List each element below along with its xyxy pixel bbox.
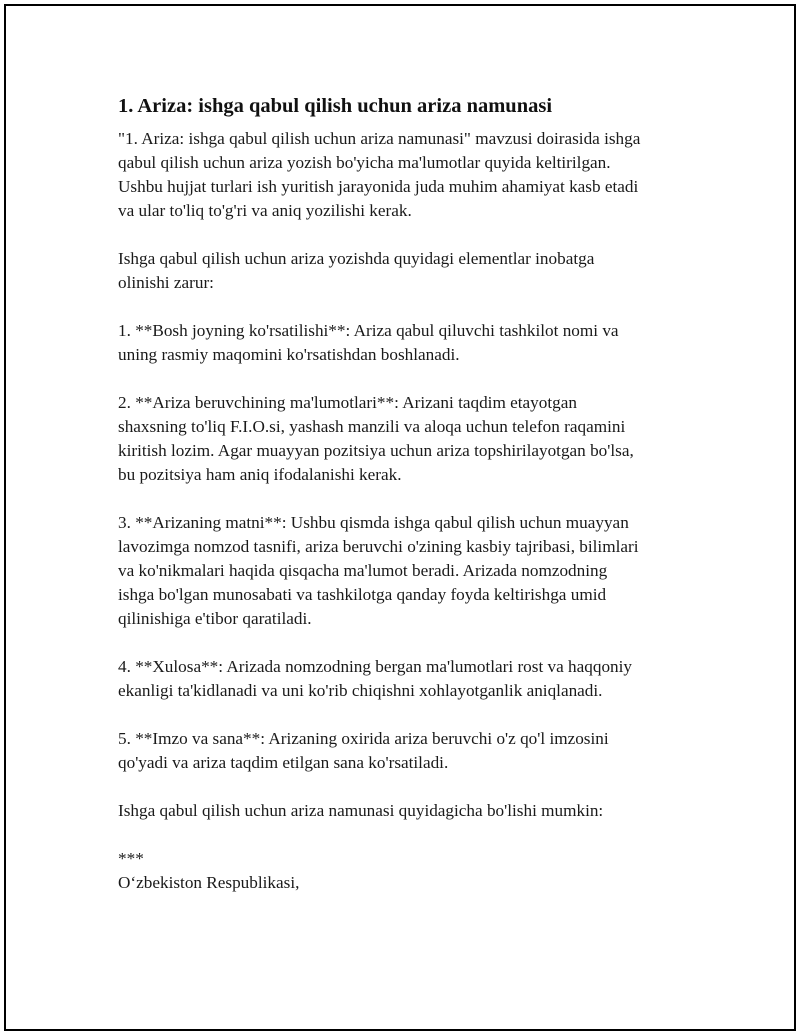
list-item-conclusion: 4. **Xulosa**: Arizada nomzodning bergan ma'lumotlari rost va haqqoniy ekanligi ta'kidlanadi va uni ko'rib chiqishni xohlayotganlik aniqlanadi. — [118, 657, 633, 700]
sample-start-paragraph: *** O‘zbekiston Respublikasi, — [118, 849, 300, 892]
sample-lead-paragraph: Ishga qabul qilish uchun ariza namunasi quyidagicha bo'lishi mumkin: — [118, 801, 604, 820]
document-body — [118, 92, 698, 895]
intro-paragraph: "1. Ariza: ishga qabul qilish uchun ariza namunasi" mavzusi doirasida ishga qabul qilish uchun ariza yozish bo'yicha ma'lumotlar quyida keltirilgan. Ushbu hujjat turlari ish yuritish jarayonida juda muhim ahamiyat kasb etadi va ular to'liq to'g'ri va aniq yozilishi kerak. — [118, 129, 641, 220]
list-item-header: 1. **Bosh joyning ko'rsatilishi**: Ariza qabul qiluvchi tashkilot nomi va uning rasmiy maqomini ko'rsatishdan boshlanadi. — [118, 321, 619, 364]
list-item-signature-date: 5. **Imzo va sana**: Arizaning oxirida ariza beruvchi o'z qo'l imzosini qo'yadi va ariza taqdim etilgan sana ko'rsatiladi. — [118, 729, 609, 772]
list-item-applicant-info: 2. **Ariza beruvchining ma'lumotlari**: Arizani taqdim etayotgan shaxsning to'liq F.I.O.si, yashash manzili va aloqa uchun telefon raqamini kiritish lozim. Agar muayyan pozitsiya uchun ariza topshirilayotgan bo'lsa, bu pozitsiya ham aniq ifodalanishi kerak. — [118, 393, 634, 484]
document-title: 1. Ariza: ishga qabul qilish uchun ariza namunasi — [118, 95, 553, 117]
elements-lead-paragraph: Ishga qabul qilish uchun ariza yozishda quyidagi elementlar inobatga olinishi zarur: — [118, 249, 595, 292]
list-item-body-text: 3. **Arizaning matni**: Ushbu qismda ishga qabul qilish uchun muayyan lavozimga nomzod tasnifi, ariza beruvchi o'zining kasbiy tajribasi, bilimlari va ko'nikmalari haqida qisqacha ma'lumot beradi. Arizada nomzodning ishga bo'lgan munosabati va tashkilotga qanday foyda keltirishga umid qilinishiga e'tibor qaratiladi. — [118, 513, 639, 628]
